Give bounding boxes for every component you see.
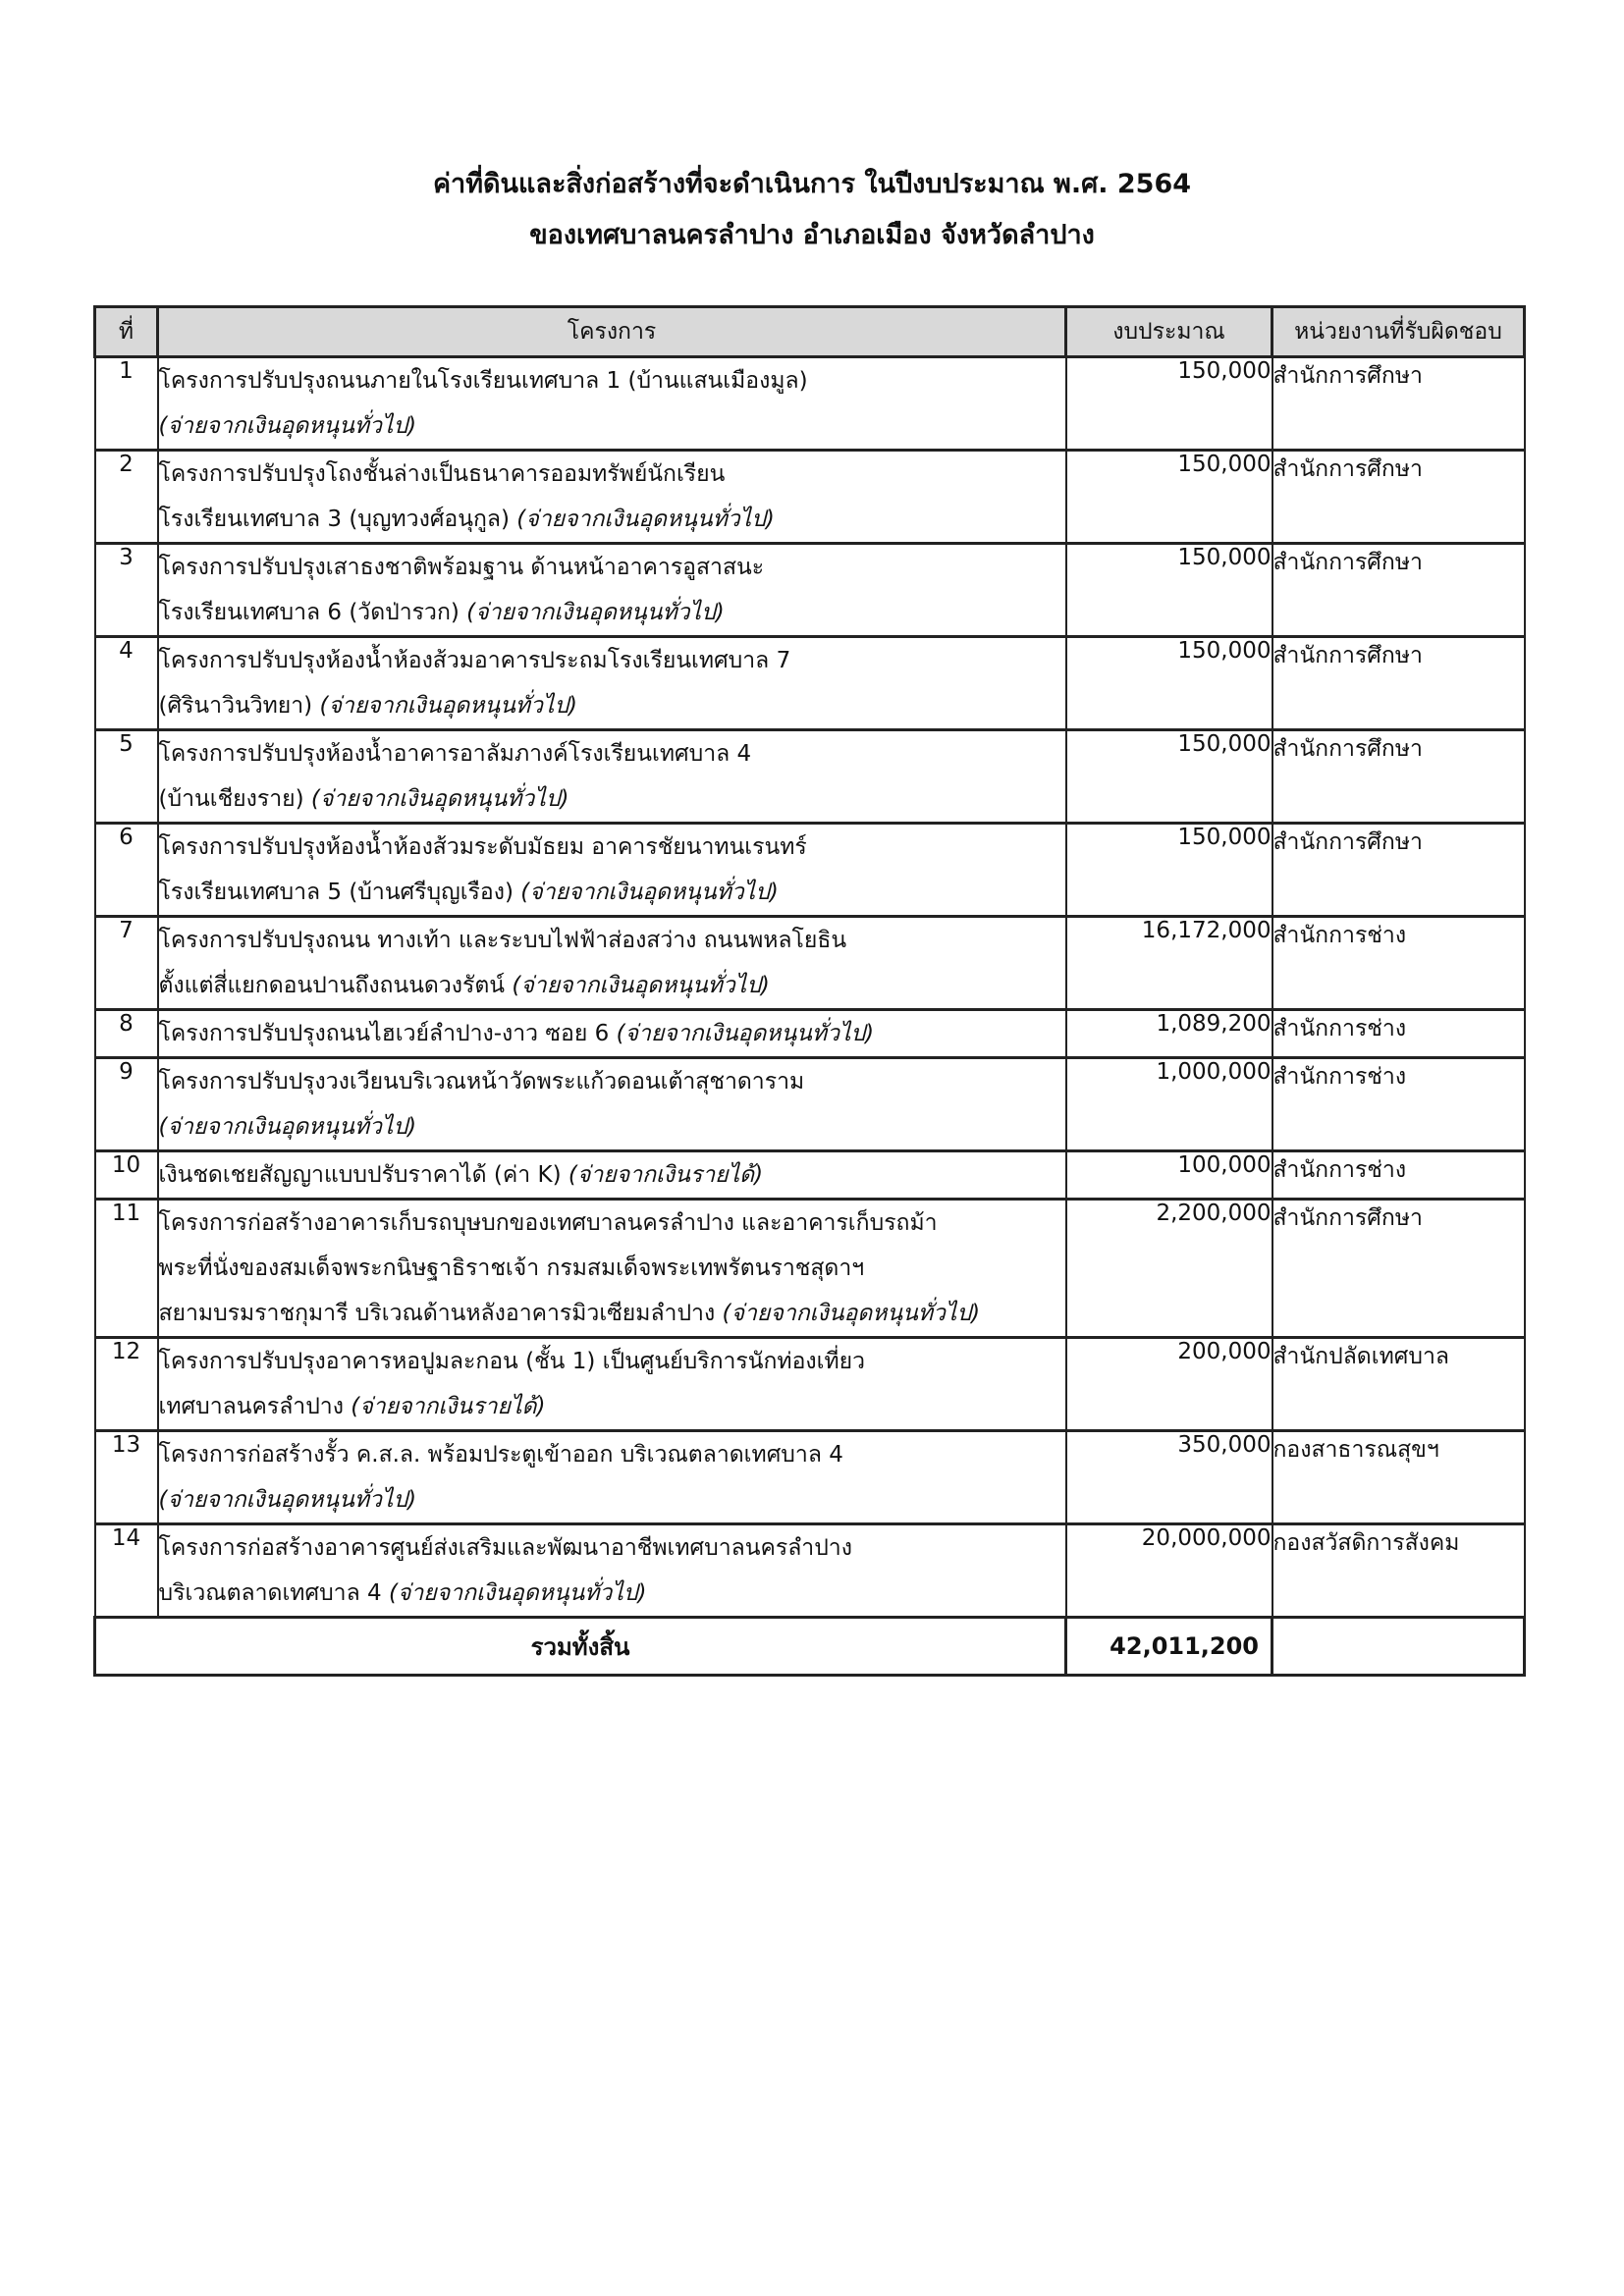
table-row	[95, 1151, 1525, 1200]
project-line-1	[159, 1152, 1065, 1198]
project-cell	[158, 1200, 1066, 1338]
project-text: โครงการปรับปรุงห้องน้ำห้องส้วมระดับมัธยม อาคารชัยนาทนเรนทร์	[158, 834, 807, 860]
responsible-unit: สำนักการศึกษา	[1272, 730, 1525, 824]
header-unit: หน่วยงานที่รับผิดชอบ	[1272, 307, 1525, 357]
responsible-unit: สำนักการศึกษา	[1272, 451, 1525, 544]
funding-note: (จ่ายจากเงินอุดหนุนทั่วไป)	[616, 1021, 875, 1046]
project-text: โครงการก่อสร้างอาคารเก็บรถบุษบกของเทศบาลนครลำปาง และอาคารเก็บรถม้า	[158, 1210, 938, 1236]
project-text: โครงการปรับปรุงโถงชั้นล่างเป็นธนาคารออมทรัพย์นักเรียน	[158, 461, 726, 487]
project-line-1	[159, 545, 1065, 590]
project-line-2	[159, 963, 1065, 1008]
project-cell	[158, 637, 1066, 730]
title-line-1: ค่าที่ดินและสิ่งก่อสร้างที่จะดำเนินการ ในปีงบประมาณ พ.ศ. 2564	[432, 169, 1192, 199]
funding-note: (จ่ายจากเงินอุดหนุนทั่วไป)	[516, 507, 775, 532]
project-line-3	[159, 1291, 1065, 1336]
project-line-2	[159, 870, 1065, 915]
row-number: 11	[95, 1200, 158, 1338]
table-row	[95, 1200, 1525, 1338]
funding-note: (จ่ายจากเงินรายได้)	[568, 1162, 764, 1188]
budget-amount: 350,000	[1066, 1431, 1272, 1524]
project-line-1	[159, 638, 1065, 683]
project-cell	[158, 917, 1066, 1010]
responsible-unit: สำนักการศึกษา	[1272, 824, 1525, 917]
project-line-1	[159, 1525, 1065, 1571]
table-row	[95, 730, 1525, 824]
project-text: โครงการปรับปรุงถนน ทางเท้า และระบบไฟฟ้าส่องสว่าง ถนนพหลโยธิน	[158, 928, 847, 953]
row-number: 5	[95, 730, 158, 824]
project-cell	[158, 1431, 1066, 1524]
document-title	[0, 159, 1624, 261]
funding-note: (จ่ายจากเงินอุดหนุนทั่วไป)	[310, 786, 569, 812]
responsible-unit: สำนักการศึกษา	[1272, 1200, 1525, 1338]
project-text: บริเวณตลาดเทศบาล 4	[158, 1580, 389, 1606]
funding-note: (จ่ายจากเงินอุดหนุนทั่วไป)	[512, 973, 770, 998]
table-row	[95, 1338, 1525, 1431]
project-line-2	[159, 497, 1065, 542]
budget-amount: 150,000	[1066, 357, 1272, 451]
budget-amount: 1,000,000	[1066, 1058, 1272, 1151]
project-cell	[158, 1058, 1066, 1151]
project-cell	[158, 1151, 1066, 1200]
row-number: 6	[95, 824, 158, 917]
row-number: 3	[95, 544, 158, 637]
project-line-2	[159, 776, 1065, 822]
project-cell	[158, 1338, 1066, 1431]
responsible-unit: สำนักการช่าง	[1272, 917, 1525, 1010]
project-text: โครงการปรับปรุงถนนไฮเวย์ลำปาง-งาว ซอย 6	[158, 1021, 617, 1046]
project-text: โครงการปรับปรุงห้องน้ำห้องส้วมอาคารประถมโรงเรียนเทศบาล 7	[158, 648, 791, 673]
budget-table	[93, 305, 1526, 1677]
project-text: โครงการปรับปรุงอาคารหอปูมละกอน (ชั้น 1) เป็นศูนย์บริการนักท่องเที่ยว	[158, 1349, 866, 1374]
total-row	[95, 1618, 1525, 1676]
project-line-2	[159, 1246, 1065, 1291]
header-no: ที่	[95, 307, 158, 357]
budget-amount: 150,000	[1066, 824, 1272, 917]
budget-amount: 150,000	[1066, 544, 1272, 637]
table-row	[95, 637, 1525, 730]
funding-note: (จ่ายจากเงินอุดหนุนทั่วไป)	[158, 1487, 417, 1513]
project-text: โครงการปรับปรุงวงเวียนบริเวณหน้าวัดพระแก้วดอนเต้าสุชาดาราม	[158, 1069, 805, 1095]
project-line-1	[159, 1059, 1065, 1104]
header-budget: งบประมาณ	[1066, 307, 1272, 357]
project-line-2	[159, 403, 1065, 449]
project-text: เทศบาลนครลำปาง	[158, 1394, 352, 1419]
project-text: โครงการปรับปรุงเสาธงชาติพร้อมฐาน ด้านหน้าอาคารอูสาสนะ	[158, 555, 765, 580]
project-line-2	[159, 683, 1065, 728]
funding-note: (จ่ายจากเงินอุดหนุนทั่วไป)	[388, 1580, 647, 1606]
budget-amount: 2,200,000	[1066, 1200, 1272, 1338]
project-line-1	[159, 918, 1065, 963]
project-cell	[158, 357, 1066, 451]
project-text: สยามบรมราชกุมารี บริเวณด้านหลังอาคารมิวเซียมลำปาง	[158, 1301, 723, 1326]
responsible-unit: สำนักการศึกษา	[1272, 637, 1525, 730]
budget-amount: 100,000	[1066, 1151, 1272, 1200]
funding-note: (จ่ายจากเงินอุดหนุนทั่วไป)	[158, 1114, 417, 1140]
row-number: 12	[95, 1338, 158, 1431]
table-row	[95, 824, 1525, 917]
project-text: ตั้งแต่สี่แยกดอนปานถึงถนนดวงรัตน์	[158, 973, 513, 998]
row-number: 9	[95, 1058, 158, 1151]
table-row	[95, 451, 1525, 544]
row-number: 10	[95, 1151, 158, 1200]
project-text: (ศิรินาวินวิทยา)	[158, 693, 320, 719]
project-text: เงินชดเชยสัญญาแบบปรับราคาได้ (ค่า K)	[158, 1162, 568, 1188]
header-project: โครงการ	[158, 307, 1066, 357]
row-number: 8	[95, 1010, 158, 1058]
funding-note: (จ่ายจากเงินอุดหนุนทั่วไป)	[722, 1301, 981, 1326]
project-text: โรงเรียนเทศบาล 5 (บ้านศรีบุญเรือง)	[158, 880, 521, 905]
project-text: (บ้านเชียงราย)	[158, 786, 311, 812]
table-row	[95, 1431, 1525, 1524]
table-row	[95, 357, 1525, 451]
funding-note: (จ่ายจากเงินรายได้)	[351, 1394, 546, 1419]
table-row	[95, 1524, 1525, 1618]
total-label: รวมทั้งสิ้น	[95, 1618, 1066, 1676]
table-header-row	[95, 307, 1525, 357]
project-text: โครงการปรับปรุงถนนภายในโรงเรียนเทศบาล 1 (บ้านแสนเมืองมูล)	[158, 368, 808, 394]
project-text: โครงการก่อสร้างอาคารศูนย์ส่งเสริมและพัฒนาอาชีพเทศบาลนครลำปาง	[158, 1535, 852, 1561]
project-line-1	[159, 1011, 1065, 1056]
responsible-unit: สำนักการศึกษา	[1272, 544, 1525, 637]
project-line-1	[159, 825, 1065, 870]
row-number: 13	[95, 1431, 158, 1524]
budget-amount: 1,089,200	[1066, 1010, 1272, 1058]
table-row	[95, 917, 1525, 1010]
title-line-2: ของเทศบาลนครลำปาง อำเภอเมือง จังหวัดลำปาง	[529, 220, 1095, 250]
funding-note: (จ่ายจากเงินอุดหนุนทั่วไป)	[466, 600, 725, 625]
project-line-2	[159, 1384, 1065, 1429]
project-line-1	[159, 1432, 1065, 1477]
funding-note: (จ่ายจากเงินอุดหนุนทั่วไป)	[520, 880, 779, 905]
total-value: 42,011,200	[1066, 1618, 1272, 1676]
total-unit-empty	[1272, 1618, 1525, 1676]
project-line-2	[159, 590, 1065, 635]
project-text: โครงการปรับปรุงห้องน้ำอาคารอาลัมภางค์โรงเรียนเทศบาล 4	[158, 741, 752, 767]
project-line-2	[159, 1477, 1065, 1522]
project-cell	[158, 1524, 1066, 1618]
project-line-1	[159, 1201, 1065, 1246]
row-number: 14	[95, 1524, 158, 1618]
responsible-unit: สำนักการช่าง	[1272, 1151, 1525, 1200]
budget-amount: 16,172,000	[1066, 917, 1272, 1010]
budget-amount: 150,000	[1066, 730, 1272, 824]
responsible-unit: สำนักการช่าง	[1272, 1058, 1525, 1151]
budget-amount: 150,000	[1066, 451, 1272, 544]
project-cell	[158, 1010, 1066, 1058]
project-line-1	[159, 452, 1065, 497]
responsible-unit: สำนักปลัดเทศบาล	[1272, 1338, 1525, 1431]
project-line-1	[159, 358, 1065, 403]
project-cell	[158, 824, 1066, 917]
responsible-unit: กองสาธารณสุขฯ	[1272, 1431, 1525, 1524]
funding-note: (จ่ายจากเงินอุดหนุนทั่วไป)	[319, 693, 578, 719]
budget-amount: 20,000,000	[1066, 1524, 1272, 1618]
funding-note: (จ่ายจากเงินอุดหนุนทั่วไป)	[158, 413, 417, 439]
project-line-1	[159, 731, 1065, 776]
project-line-2	[159, 1104, 1065, 1149]
row-number: 4	[95, 637, 158, 730]
project-text: โรงเรียนเทศบาล 3 (บุญทวงศ์อนุกูล)	[158, 507, 517, 532]
table-row	[95, 1058, 1525, 1151]
project-text: โครงการก่อสร้างรั้ว ค.ส.ล. พร้อมประตูเข้าออก บริเวณตลาดเทศบาล 4	[158, 1442, 843, 1468]
row-number: 7	[95, 917, 158, 1010]
responsible-unit: สำนักการช่าง	[1272, 1010, 1525, 1058]
project-cell	[158, 730, 1066, 824]
project-text: โรงเรียนเทศบาล 6 (วัดป่ารวก)	[158, 600, 467, 625]
project-line-2	[159, 1571, 1065, 1616]
table-row	[95, 544, 1525, 637]
project-text: พระที่นั่งของสมเด็จพระกนิษฐาธิราชเจ้า กรมสมเด็จพระเทพรัตนราชสุดาฯ	[158, 1255, 865, 1281]
table-row	[95, 1010, 1525, 1058]
project-line-1	[159, 1339, 1065, 1384]
budget-amount: 200,000	[1066, 1338, 1272, 1431]
project-cell	[158, 544, 1066, 637]
responsible-unit: สำนักการศึกษา	[1272, 357, 1525, 451]
row-number: 1	[95, 357, 158, 451]
row-number: 2	[95, 451, 158, 544]
budget-amount: 150,000	[1066, 637, 1272, 730]
responsible-unit: กองสวัสดิการสังคม	[1272, 1524, 1525, 1618]
project-cell	[158, 451, 1066, 544]
